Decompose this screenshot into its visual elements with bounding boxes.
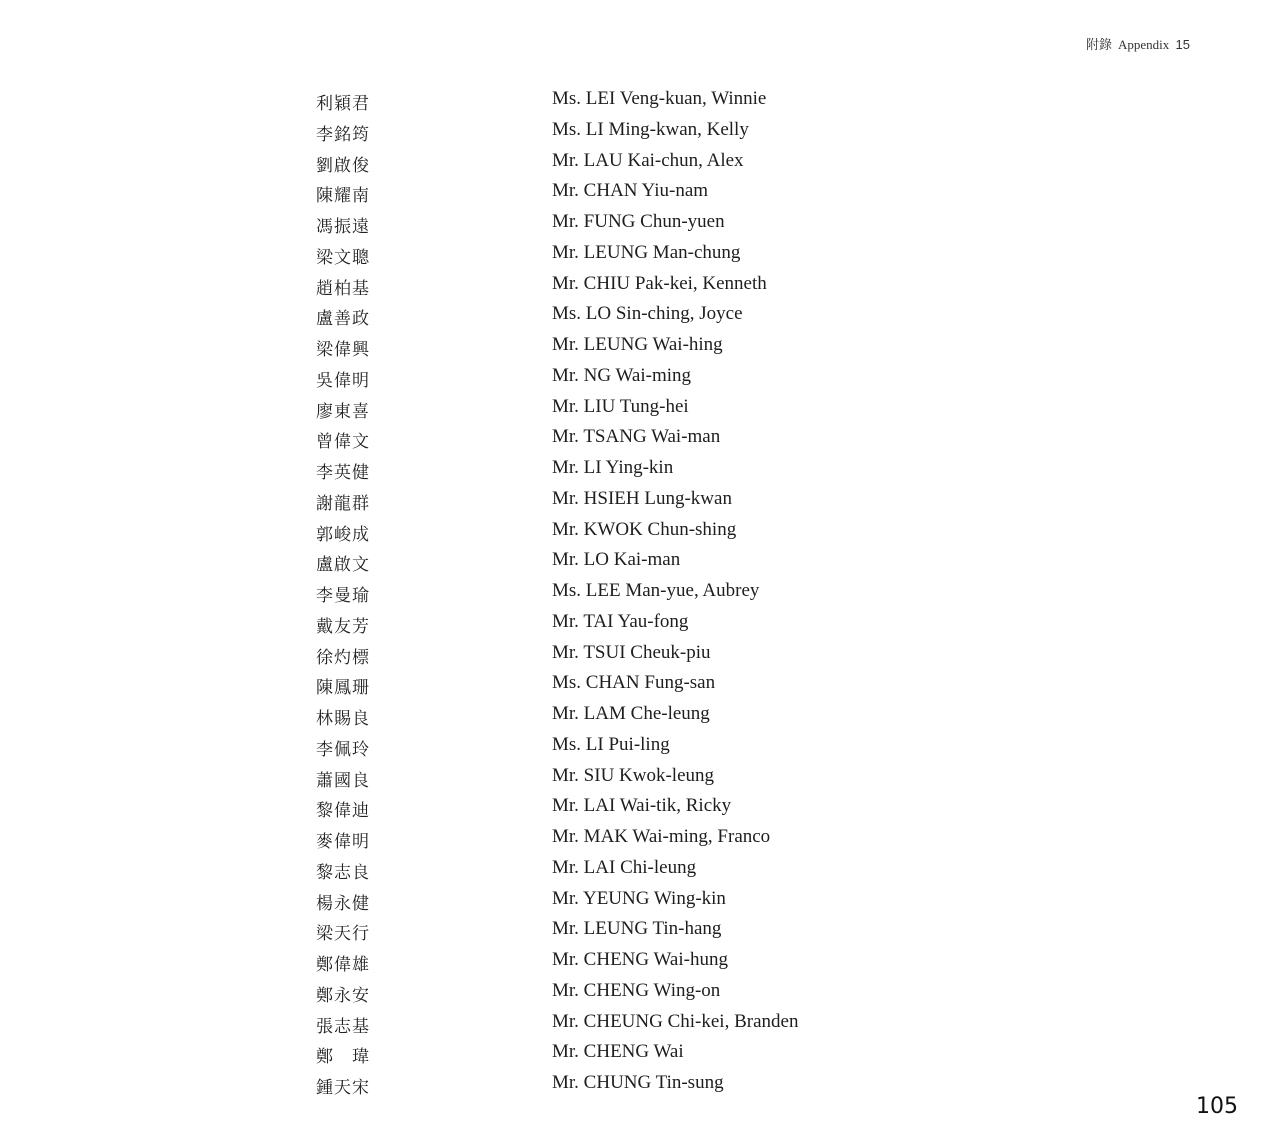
list-item	[0, 85, 1280, 116]
english-name: Mr. CHIU Pak-kei, Kenneth	[552, 272, 767, 294]
english-name: Ms. LEI Veng-kuan, Winnie	[552, 88, 767, 109]
list-item	[0, 116, 1280, 147]
chinese-name: 張志基	[316, 1016, 370, 1037]
chinese-name: 盧善政	[316, 309, 370, 330]
english-name: Mr. CHENG Wing-on	[552, 979, 721, 1001]
english-name: Mr. FUNG Chun-yuen	[552, 211, 725, 232]
english-name: Mr. TSUI Cheuk-piu	[552, 641, 711, 663]
chinese-name: 曾偉文	[316, 432, 370, 453]
list-item	[0, 1008, 1280, 1039]
chinese-name: 黎偉迪	[316, 801, 370, 822]
english-name: Mr. TSANG Wai-man	[552, 426, 721, 448]
page-number: 105	[1196, 1094, 1238, 1119]
english-name: Mr. LEUNG Wai-hing	[552, 334, 723, 355]
chinese-name: 李銘筠	[316, 124, 370, 145]
chinese-name: 梁天行	[316, 924, 370, 945]
list-item	[0, 577, 1280, 608]
chinese-name: 蕭國良	[316, 770, 370, 791]
list-item	[0, 485, 1280, 516]
list-item	[0, 331, 1280, 362]
list-item	[0, 700, 1280, 731]
english-name: Mr. CHENG Wai-hung	[552, 949, 728, 970]
chinese-name: 利穎君	[316, 94, 370, 114]
chinese-name: 廖東喜	[316, 401, 370, 422]
list-item	[0, 1038, 1280, 1069]
chinese-name: 鄭永安	[316, 985, 370, 1006]
list-item	[0, 608, 1280, 639]
chinese-name: 李曼瑜	[316, 586, 370, 606]
english-name: Ms. LEE Man-yue, Aubrey	[552, 580, 760, 601]
chinese-name: 李英健	[316, 463, 370, 483]
list-item	[0, 147, 1280, 178]
chinese-name: 趙柏基	[316, 278, 370, 299]
running-header	[1086, 34, 1190, 53]
list-item	[0, 208, 1280, 239]
list-item	[0, 362, 1280, 393]
english-name: Mr. LAM Che-leung	[552, 703, 710, 724]
english-name: Mr. NG Wai-ming	[552, 364, 692, 386]
chinese-name: 劉啟俊	[316, 155, 370, 176]
list-item	[0, 454, 1280, 485]
chinese-name: 陳鳳珊	[316, 678, 370, 699]
list-item	[0, 639, 1280, 670]
list-item	[0, 669, 1280, 700]
english-name: Ms. LI Ming-kwan, Kelly	[552, 118, 749, 140]
list-item	[0, 423, 1280, 454]
english-name: Mr. HSIEH Lung-kwan	[552, 487, 732, 509]
list-item	[0, 885, 1280, 916]
chinese-name: 鄭 瑋	[316, 1047, 370, 1068]
name-list	[0, 85, 1280, 1100]
english-name: Mr. LI Ying-kin	[552, 457, 674, 478]
english-name: Mr. CHENG Wai	[552, 1041, 684, 1063]
english-name: Mr. LAU Kai-chun, Alex	[552, 149, 744, 171]
english-name: Ms. LO Sin-ching, Joyce	[552, 303, 743, 325]
english-name: Mr. LAI Wai-tik, Ricky	[552, 795, 732, 817]
header-appendix-number: 15	[1175, 37, 1190, 52]
list-item	[0, 177, 1280, 208]
list-item	[0, 762, 1280, 793]
english-name: Ms. CHAN Fung-san	[552, 672, 716, 694]
chinese-name: 徐灼標	[316, 647, 370, 668]
list-item	[0, 239, 1280, 270]
list-item	[0, 393, 1280, 424]
chinese-name: 梁偉興	[316, 340, 370, 360]
chinese-name: 鄭偉雄	[316, 955, 370, 975]
chinese-name: 楊永健	[316, 893, 370, 914]
chinese-name: 鍾天宋	[316, 1078, 370, 1098]
list-item	[0, 823, 1280, 854]
english-name: Ms. LI Pui-ling	[552, 733, 670, 755]
english-name: Mr. LAI Chi-leung	[552, 856, 697, 878]
english-name: Mr. CHUNG Tin-sung	[552, 1072, 724, 1093]
list-item	[0, 977, 1280, 1008]
list-item	[0, 731, 1280, 762]
chinese-name: 林賜良	[316, 709, 370, 729]
list-item	[0, 516, 1280, 547]
list-item	[0, 915, 1280, 946]
list-item	[0, 300, 1280, 331]
english-name: Mr. KWOK Chun-shing	[552, 518, 737, 540]
list-item	[0, 946, 1280, 977]
english-name: Mr. YEUNG Wing-kin	[552, 887, 726, 909]
chinese-name: 馮振遠	[316, 217, 370, 237]
english-name: Mr. CHEUNG Chi-kei, Branden	[552, 1010, 799, 1032]
chinese-name: 郭峻成	[316, 524, 370, 545]
english-name: Mr. TAI Yau-fong	[552, 610, 689, 632]
english-name: Mr. LEUNG Tin-hang	[552, 918, 722, 940]
chinese-name: 李佩玲	[316, 739, 370, 760]
chinese-name: 梁文聰	[316, 247, 370, 268]
chinese-name: 黎志良	[316, 862, 370, 883]
chinese-name: 謝龍群	[316, 493, 370, 514]
chinese-name: 陳耀南	[316, 186, 370, 207]
list-item	[0, 792, 1280, 823]
english-name: Mr. SIU Kwok-leung	[552, 764, 715, 786]
chinese-name: 盧啟文	[316, 555, 370, 576]
english-name: Mr. LO Kai-man	[552, 549, 681, 571]
header-english-label: Appendix	[1118, 37, 1170, 52]
chinese-name: 吳偉明	[316, 370, 370, 391]
list-item	[0, 270, 1280, 301]
header-chinese-label: 附錄	[1085, 38, 1112, 53]
chinese-name: 戴友芳	[316, 616, 370, 637]
english-name: Mr. LIU Tung-hei	[552, 395, 689, 417]
english-name: Mr. CHAN Yiu-nam	[552, 180, 709, 202]
list-item	[0, 546, 1280, 577]
list-item	[0, 1069, 1280, 1100]
list-item	[0, 854, 1280, 885]
english-name: Mr. MAK Wai-ming, Franco	[552, 826, 771, 847]
english-name: Mr. LEUNG Man-chung	[552, 241, 741, 263]
chinese-name: 麥偉明	[316, 832, 370, 852]
